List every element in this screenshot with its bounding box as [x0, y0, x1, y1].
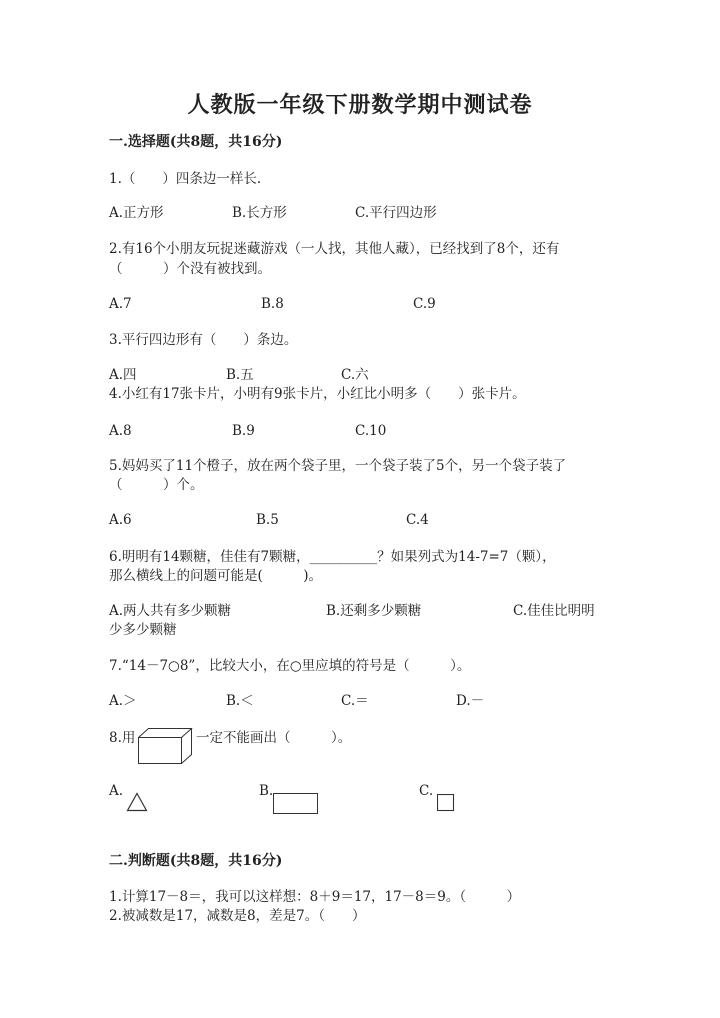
section-heading-choice: 一.选择题(共8题，共16分)	[109, 134, 283, 150]
question-7-option-c[interactable]: C.＝	[341, 693, 369, 709]
question-4-stem: 4.小红有17张卡片，小明有9张卡片，小红比小明多（ ）张卡片。	[109, 386, 526, 402]
question-7-option-d[interactable]: D.－	[456, 693, 485, 709]
question-5-stem-line1: 5.妈妈买了11个橙子，放在两个袋子里，一个袋子装了5个，另一个袋子装了	[109, 458, 567, 474]
question-6-option-a[interactable]: A.两人共有多少颗糖	[109, 603, 232, 619]
question-5-option-b[interactable]: B.5	[256, 512, 279, 528]
question-7-option-a[interactable]: A.＞	[109, 693, 137, 709]
question-5-option-a[interactable]: A.6	[109, 512, 132, 528]
question-6-option-b[interactable]: B.还剩多少颗糖	[326, 603, 422, 619]
question-2-stem-line2: （ ）个没有被找到。	[109, 261, 271, 277]
question-5-stem-line2: （ ）个。	[109, 477, 204, 493]
question-5-option-c[interactable]: C.4	[406, 512, 429, 528]
question-1-stem: 1.（ ）四条边一样长.	[109, 171, 262, 187]
question-7-option-b[interactable]: B.＜	[226, 693, 254, 709]
rectangle-icon	[273, 793, 319, 815]
question-8-option-c[interactable]: C.	[419, 783, 434, 799]
triangle-icon	[126, 792, 148, 812]
question-8-stem-prefix: 8.用	[109, 730, 136, 746]
question-2-option-c[interactable]: C.9	[413, 296, 436, 312]
question-8-option-a[interactable]: A.	[109, 783, 124, 799]
cuboid-figure	[137, 727, 193, 765]
question-1-option-a[interactable]: A.正方形	[109, 205, 164, 221]
question-3-stem: 3.平行四边形有（ ）条边。	[109, 332, 298, 348]
question-6-option-c-line2: 少多少颗糖	[109, 622, 177, 638]
question-8-option-b[interactable]: B.	[259, 783, 274, 799]
question-3-option-c[interactable]: C.六	[341, 367, 369, 383]
page-title: 人教版一年级下册数学期中测试卷	[187, 92, 533, 118]
question-1-option-c[interactable]: C.平行四边形	[355, 205, 437, 221]
judgment-question-2: 2.被减数是17，减数是8，差是7。（ ）	[109, 908, 366, 924]
question-6-stem-line2: 那么横线上的问题可能是( )。	[109, 568, 323, 584]
question-3-option-a[interactable]: A.四	[109, 367, 137, 383]
question-2-stem-line1: 2.有16个小朋友玩捉迷藏游戏（一人找，其他人藏），已经找到了8个，还有	[109, 241, 560, 257]
square-icon	[437, 794, 455, 812]
question-2-option-b[interactable]: B.8	[261, 296, 284, 312]
question-7-stem: 7.“14－7○8”，比较大小，在○里应填的符号是（ ）。	[109, 658, 471, 674]
question-4-option-a[interactable]: A.8	[109, 423, 132, 439]
question-1-option-b[interactable]: B.长方形	[232, 205, 287, 221]
question-6-stem-line1: 6.明明有14颗糖，佳佳有7颗糖，__________？如果列式为14-7=7（颗），	[109, 549, 556, 565]
question-6-option-c-line1[interactable]: C.佳佳比明明	[513, 603, 595, 619]
section-heading-judgment: 二.判断题(共8题，共16分)	[109, 853, 283, 869]
question-4-option-c[interactable]: C.10	[355, 423, 387, 439]
question-2-option-a[interactable]: A.7	[109, 296, 132, 312]
judgment-question-1: 1.计算17－8＝，我可以这样想：8＋9＝17，17－8＝9。（ ）	[109, 889, 521, 905]
question-8-stem-suffix: 一定不能画出（ ）。	[196, 730, 352, 746]
question-4-option-b[interactable]: B.9	[232, 423, 255, 439]
question-3-option-b[interactable]: B.五	[226, 367, 254, 383]
